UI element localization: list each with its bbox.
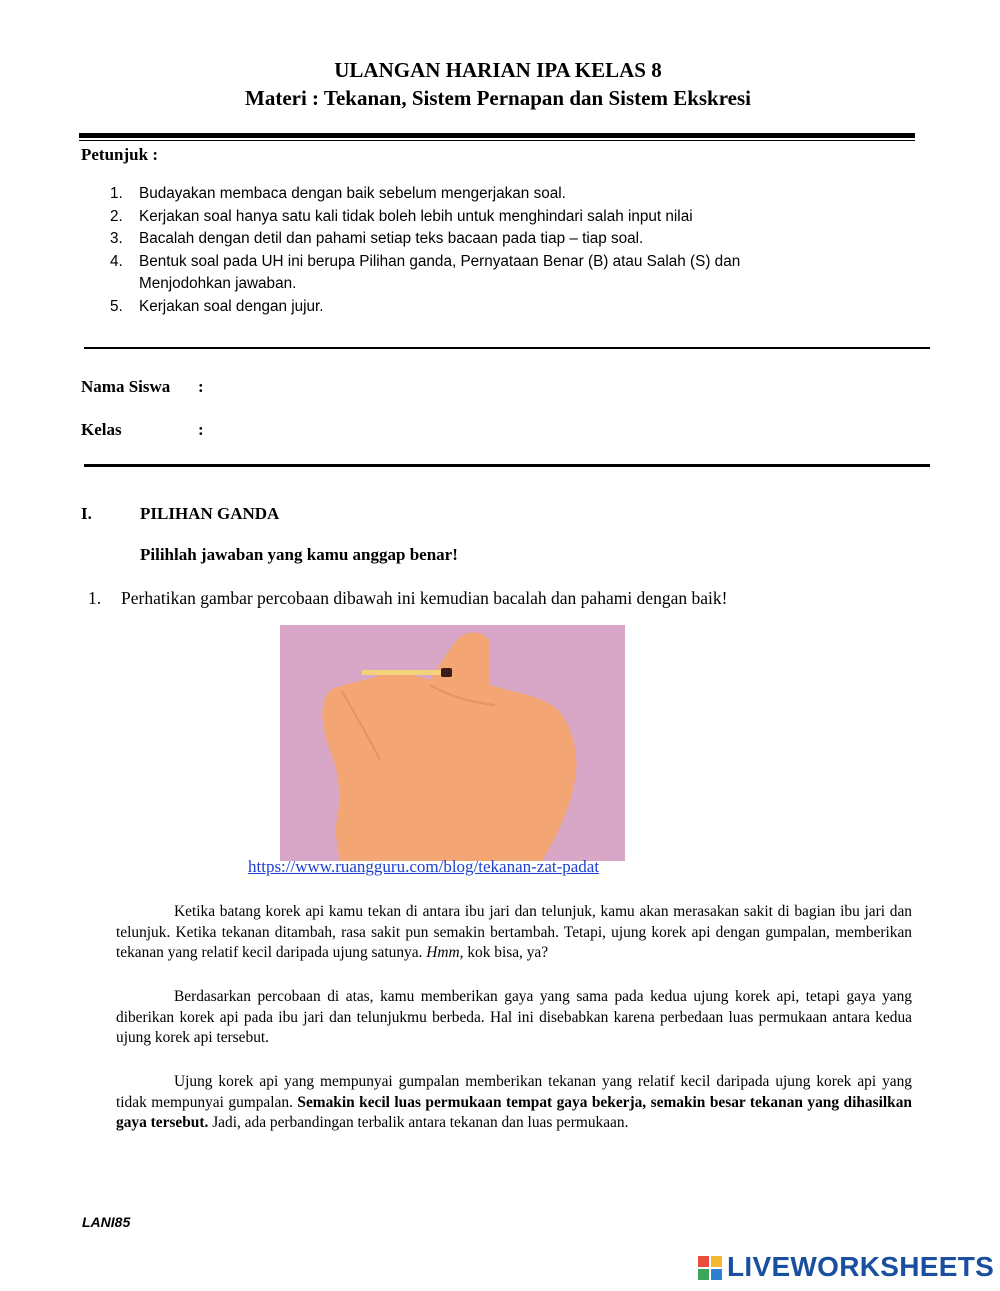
student-name-colon: : xyxy=(198,377,204,396)
section-number: I. xyxy=(81,504,92,523)
author-tag: LANI85 xyxy=(82,1214,131,1230)
instruction-item: 2. Kerjakan soal hanya satu kali tidak boleh lebih untuk menghindari salah input nilai xyxy=(110,207,693,225)
instruction-item: 4. Bentuk soal pada UH ini berupa Pilihan ganda, Pernyataan Benar (B) atau Salah (S) dan Menjodohkan jawaban. xyxy=(110,252,741,292)
worksheet-subtitle: Materi : Tekanan, Sistem Pernapan dan Sistem Ekskresi xyxy=(245,86,751,110)
header-divider-thick xyxy=(79,133,915,138)
student-name-label: Nama Siswa xyxy=(81,377,171,396)
section-instruction: Pilihlah jawaban yang kamu anggap benar! xyxy=(140,545,458,564)
class-label: Kelas xyxy=(81,420,122,439)
liveworksheets-logo-icon xyxy=(698,1256,722,1286)
section-title: PILIHAN GANDA xyxy=(140,504,280,523)
source-link[interactable]: https://www.ruangguru.com/blog/tekanan-zat-padat xyxy=(248,857,600,876)
header-divider-thin xyxy=(79,140,915,141)
instruction-item: 5. Kerjakan soal dengan jujur. xyxy=(110,297,324,315)
class-colon: : xyxy=(198,420,204,439)
passage-paragraph-3: Ujung korek api yang mempunyai gumpalan memberikan tekanan yang relatif kecil daripada ujung korek api yang tidak mempunyai gumpalan. Semakin kecil luas permukaan tempat gaya bekerja, semakin besar tekanan yang dihasilkan gaya tersebut. Jadi, ada perbandingan terbalik antara tekanan dan luas permukaan. xyxy=(116,1073,912,1131)
instruction-item: 1. Budayakan membaca dengan baik sebelum mengerjakan soal. xyxy=(110,185,566,202)
hand-matchstick-icon xyxy=(280,625,625,861)
identity-divider-bottom xyxy=(84,464,930,467)
instruction-item: 3. Bacalah dengan detil dan pahami setiap teks bacaan pada tiap – tiap soal. xyxy=(110,230,644,247)
instructions-label: Petunjuk : xyxy=(81,145,158,164)
passage-paragraph-2: Berdasarkan percobaan di atas, kamu memberikan gaya yang sama pada kedua ujung korek api, tetapi gaya yang diberikan korek api pada ibu jari dan telunjukmu berbeda. Hal ini disebabkan karena perbedaan luas permukaan antara kedua ujung korek api tersebut. xyxy=(116,988,912,1046)
question-number: 1. xyxy=(88,588,102,608)
liveworksheets-brand: LIVEWORKSHEETS xyxy=(727,1251,995,1282)
worksheet-title: ULANGAN HARIAN IPA KELAS 8 xyxy=(334,58,662,82)
passage-paragraph-1: Ketika batang korek api kamu tekan di antara ibu jari dan telunjuk, kamu akan merasakan sakit di bagian ibu jari dan telunjuk. Ketika tekanan ditambah, rasa sakit pun semakin bertambah. Tetapi, ujung korek api dengan gumpalan, memberikan tekanan yang relatif kecil daripada ujung satunya. Hmm, kok bisa, ya? xyxy=(116,903,912,961)
instructions-list xyxy=(108,183,828,318)
question-text: Perhatikan gambar percobaan dibawah ini kemudian bacalah dan pahami dengan baik! xyxy=(121,588,728,608)
identity-divider-top xyxy=(84,347,930,349)
